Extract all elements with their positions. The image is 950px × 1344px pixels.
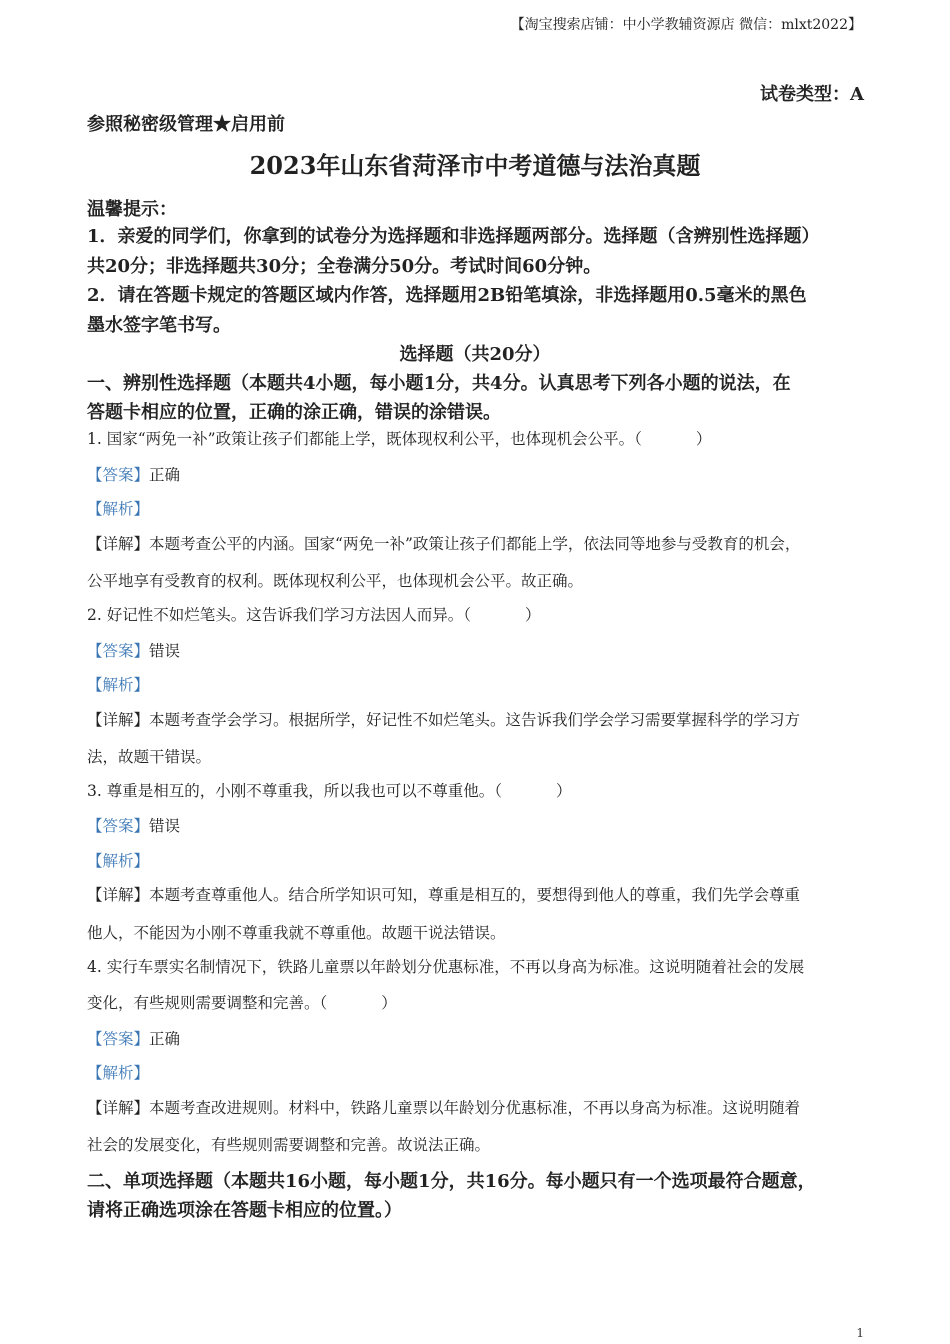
answer-value: 正确 bbox=[149, 1030, 181, 1048]
detail-2-line-2: 法，故题干错误。 bbox=[87, 748, 212, 766]
question-text: 2. 好记性不如烂笔头。这告诉我们学习方法因人而异。（ bbox=[87, 606, 471, 624]
tips-line-1: 1．亲爱的同学们，你拿到的试卷分为选择题和非选择题两部分。选择题（含辨别性选择题） bbox=[87, 226, 820, 247]
question-close: ） bbox=[695, 430, 712, 448]
detail-label: 【详解】 bbox=[87, 711, 150, 729]
answer-value: 错误 bbox=[149, 642, 181, 660]
section2-line-2: 请将正确选项涂在答题卡相应的位置。） bbox=[87, 1200, 402, 1221]
answer-row-3 bbox=[87, 814, 180, 836]
page-header-text: 【淘宝搜索店铺：中小学教辅资源店 微信：mlxt2022】 bbox=[510, 17, 862, 33]
confidential-notice: 参照秘密级管理★启用前 bbox=[87, 114, 285, 135]
detail-label: 【详解】 bbox=[87, 1099, 150, 1117]
detail-1-line-2: 公平地享有受教育的权利。既体现权利公平，也体现机会公平。故正确。 bbox=[87, 572, 584, 590]
answer-value: 错误 bbox=[149, 817, 181, 835]
detail-2-line-1: 【详解】本题考查学会学习。根据所学，好记性不如烂笔头。这告诉我们学会学习需要掌握科学的学习方 bbox=[87, 711, 801, 729]
answer-row-4 bbox=[87, 1027, 180, 1049]
answer-label: 【答案】 bbox=[87, 642, 150, 660]
section-choice-heading: 选择题（共20分） bbox=[399, 344, 551, 365]
exam-type: 试卷类型：A bbox=[760, 84, 864, 105]
tips-heading: 温馨提示： bbox=[87, 199, 177, 220]
question-4-line-1: 4. 实行车票实名制情况下，铁路儿童票以年龄划分优惠标准，不再以身高为标准。这说明随着社会的发展 bbox=[87, 958, 805, 976]
tips-line-3: 2．请在答题卡规定的答题区域内作答，选择题用2B铅笔填涂，非选择题用0.5毫米的黑色 bbox=[87, 285, 807, 306]
answer-value: 正确 bbox=[149, 466, 181, 484]
section1-line-2: 答题卡相应的位置，正确的涂正确，错误的涂错误。 bbox=[87, 402, 501, 423]
analysis-label: 【解析】 bbox=[87, 852, 150, 870]
question-text: 3. 尊重是相互的，小刚不尊重我，所以我也可以不尊重他。（ bbox=[87, 782, 502, 800]
detail-label: 【详解】 bbox=[87, 886, 150, 904]
question-text: 变化，有些规则需要调整和完善。（ bbox=[87, 994, 328, 1012]
page-number: 1 bbox=[856, 1326, 864, 1340]
analysis-label: 【解析】 bbox=[87, 676, 150, 694]
answer-label: 【答案】 bbox=[87, 1030, 150, 1048]
question-close: ） bbox=[381, 994, 397, 1012]
answer-label: 【答案】 bbox=[87, 466, 150, 484]
question-close: ） bbox=[524, 606, 541, 624]
section2-line-1: 二、单项选择题（本题共16小题，每小题1分，共16分。每小题只有一个选项最符合题意， bbox=[87, 1171, 816, 1192]
question-1 bbox=[87, 427, 711, 449]
section1-line-1: 一、辨别性选择题（本题共4小题，每小题1分，共4分。认真思考下列各小题的说法，在 bbox=[87, 373, 791, 394]
analysis-label: 【解析】 bbox=[87, 500, 150, 518]
page-title: 2023年山东省菏泽市中考道德与法治真题 bbox=[249, 151, 701, 180]
tips-line-4: 墨水签字笔书写。 bbox=[87, 315, 231, 336]
answer-row-2 bbox=[87, 639, 180, 661]
question-2 bbox=[87, 603, 540, 625]
detail-3-line-2: 他人，不能因为小刚不尊重我就不尊重他。故题干说法错误。 bbox=[87, 924, 506, 942]
question-3 bbox=[87, 779, 571, 801]
analysis-label: 【解析】 bbox=[87, 1064, 150, 1082]
tips-line-2: 共20分；非选择题共30分；全卷满分50分。考试时间60分钟。 bbox=[87, 256, 602, 277]
detail-4-line-2: 社会的发展变化，有些规则需要调整和完善。故说法正确。 bbox=[87, 1136, 491, 1154]
question-close: ） bbox=[555, 782, 572, 800]
answer-row-1 bbox=[87, 463, 180, 485]
detail-4-line-1: 【详解】本题考查改进规则。材料中，铁路儿童票以年龄划分优惠标准，不再以身高为标准。这说明随着 bbox=[87, 1099, 801, 1117]
question-text: 1. 国家“两免一补”政策让孩子们都能上学，既体现权利公平，也体现机会公平。（ bbox=[87, 430, 642, 448]
detail-1-line-1: 【详解】本题考查公平的内涵。国家“两免一补”政策让孩子们都能上学，依法同等地参与受教育的机会， bbox=[87, 535, 801, 553]
detail-label: 【详解】 bbox=[87, 535, 150, 553]
question-4-line-2 bbox=[87, 991, 397, 1013]
detail-3-line-1: 【详解】本题考查尊重他人。结合所学知识可知，尊重是相互的，要想得到他人的尊重，我们先学会尊重 bbox=[87, 886, 801, 904]
answer-label: 【答案】 bbox=[87, 817, 150, 835]
